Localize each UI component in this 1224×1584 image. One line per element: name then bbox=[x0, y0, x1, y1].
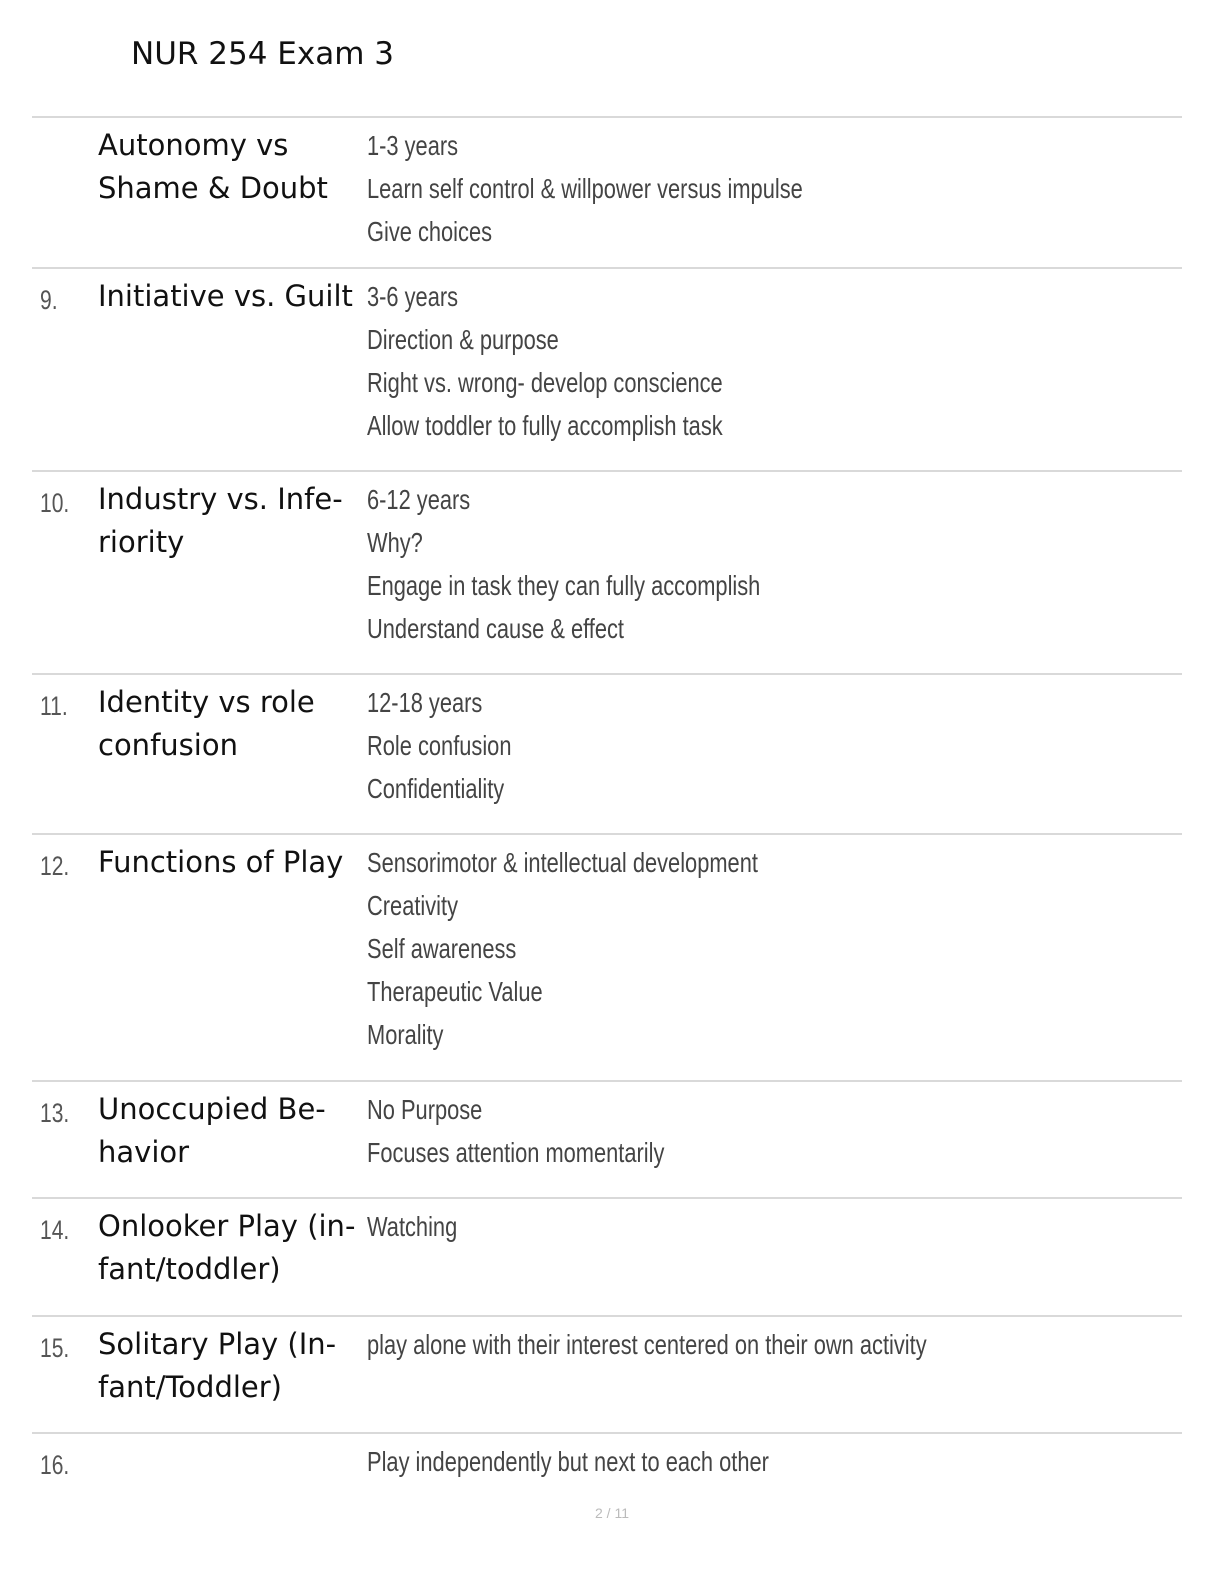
definition-line: Confidentiality bbox=[367, 773, 505, 804]
row-number: 10. bbox=[40, 488, 70, 518]
row-number: 13. bbox=[40, 1098, 70, 1128]
page-number: 2 / 11 bbox=[595, 1505, 629, 1521]
document-title: NUR 254 Exam 3 bbox=[131, 36, 395, 72]
row-term: Initiative vs. Guilt bbox=[98, 279, 353, 313]
definition-line: 6-12 years bbox=[367, 484, 471, 515]
flashcard-row bbox=[32, 673, 1182, 833]
row-definitions bbox=[367, 124, 1167, 253]
definition-line: 1-3 years bbox=[367, 130, 459, 161]
definition-line: Play independently but next to each other bbox=[367, 1446, 769, 1477]
row-term: Solitary Play (In- fant/Toddler) bbox=[98, 1327, 337, 1404]
definition-line: Morality bbox=[367, 1019, 444, 1050]
definition-line: Understand cause & effect bbox=[367, 613, 624, 644]
row-number: 14. bbox=[40, 1215, 70, 1245]
definition-line: Sensorimotor & intellectual development bbox=[367, 847, 758, 878]
definition-line: Creativity bbox=[367, 890, 459, 921]
definition-line: No Purpose bbox=[367, 1094, 483, 1125]
row-definitions bbox=[367, 275, 1167, 447]
definition-line: Learn self control & willpower versus impulse bbox=[367, 173, 803, 204]
definition-line: Right vs. wrong- develop conscience bbox=[367, 367, 723, 398]
row-definitions bbox=[367, 841, 1167, 1056]
definition-line: play alone with their interest centered on their own activity bbox=[367, 1329, 927, 1360]
definition-line: Watching bbox=[367, 1211, 458, 1242]
row-term: Onlooker Play (in- fant/toddler) bbox=[98, 1209, 356, 1286]
definition-line: Therapeutic Value bbox=[367, 976, 543, 1007]
definition-line: 12-18 years bbox=[367, 687, 483, 718]
definition-line: Self awareness bbox=[367, 933, 517, 964]
definition-line: Focuses attention momentarily bbox=[367, 1137, 665, 1168]
row-definitions bbox=[367, 1088, 1167, 1174]
flashcard-row bbox=[32, 1197, 1182, 1315]
row-number: 9. bbox=[40, 285, 58, 315]
row-number: 11. bbox=[40, 691, 68, 721]
definition-line: Role confusion bbox=[367, 730, 512, 761]
flashcard-row bbox=[32, 1432, 1182, 1502]
definition-line: 3-6 years bbox=[367, 281, 459, 312]
row-term: Unoccupied Be- havior bbox=[98, 1092, 326, 1169]
row-term: Functions of Play bbox=[98, 845, 344, 879]
row-definitions bbox=[367, 681, 1167, 810]
flashcard-row bbox=[32, 1315, 1182, 1432]
row-number: 16. bbox=[40, 1450, 70, 1480]
definition-line: Why? bbox=[367, 527, 423, 558]
row-term: Identity vs role confusion bbox=[98, 685, 315, 762]
flashcard-row bbox=[32, 116, 1182, 267]
row-definitions bbox=[367, 1205, 1167, 1248]
definition-line: Engage in task they can fully accomplish bbox=[367, 570, 761, 601]
flashcard-row bbox=[32, 470, 1182, 673]
flashcard-row bbox=[32, 833, 1182, 1080]
row-definitions bbox=[367, 1440, 1167, 1483]
flashcard-row bbox=[32, 267, 1182, 470]
row-number: 12. bbox=[40, 851, 70, 881]
flashcard-list bbox=[32, 116, 1182, 1502]
row-number: 15. bbox=[40, 1333, 70, 1363]
definition-line: Give choices bbox=[367, 216, 493, 247]
definition-line: Allow toddler to fully accomplish task bbox=[367, 410, 723, 441]
row-term: Industry vs. Infe- riority bbox=[98, 482, 343, 559]
row-definitions bbox=[367, 1323, 1167, 1366]
definition-line: Direction & purpose bbox=[367, 324, 559, 355]
flashcard-row bbox=[32, 1080, 1182, 1197]
row-term: Autonomy vs Shame & Doubt bbox=[98, 128, 328, 205]
row-definitions bbox=[367, 478, 1167, 650]
